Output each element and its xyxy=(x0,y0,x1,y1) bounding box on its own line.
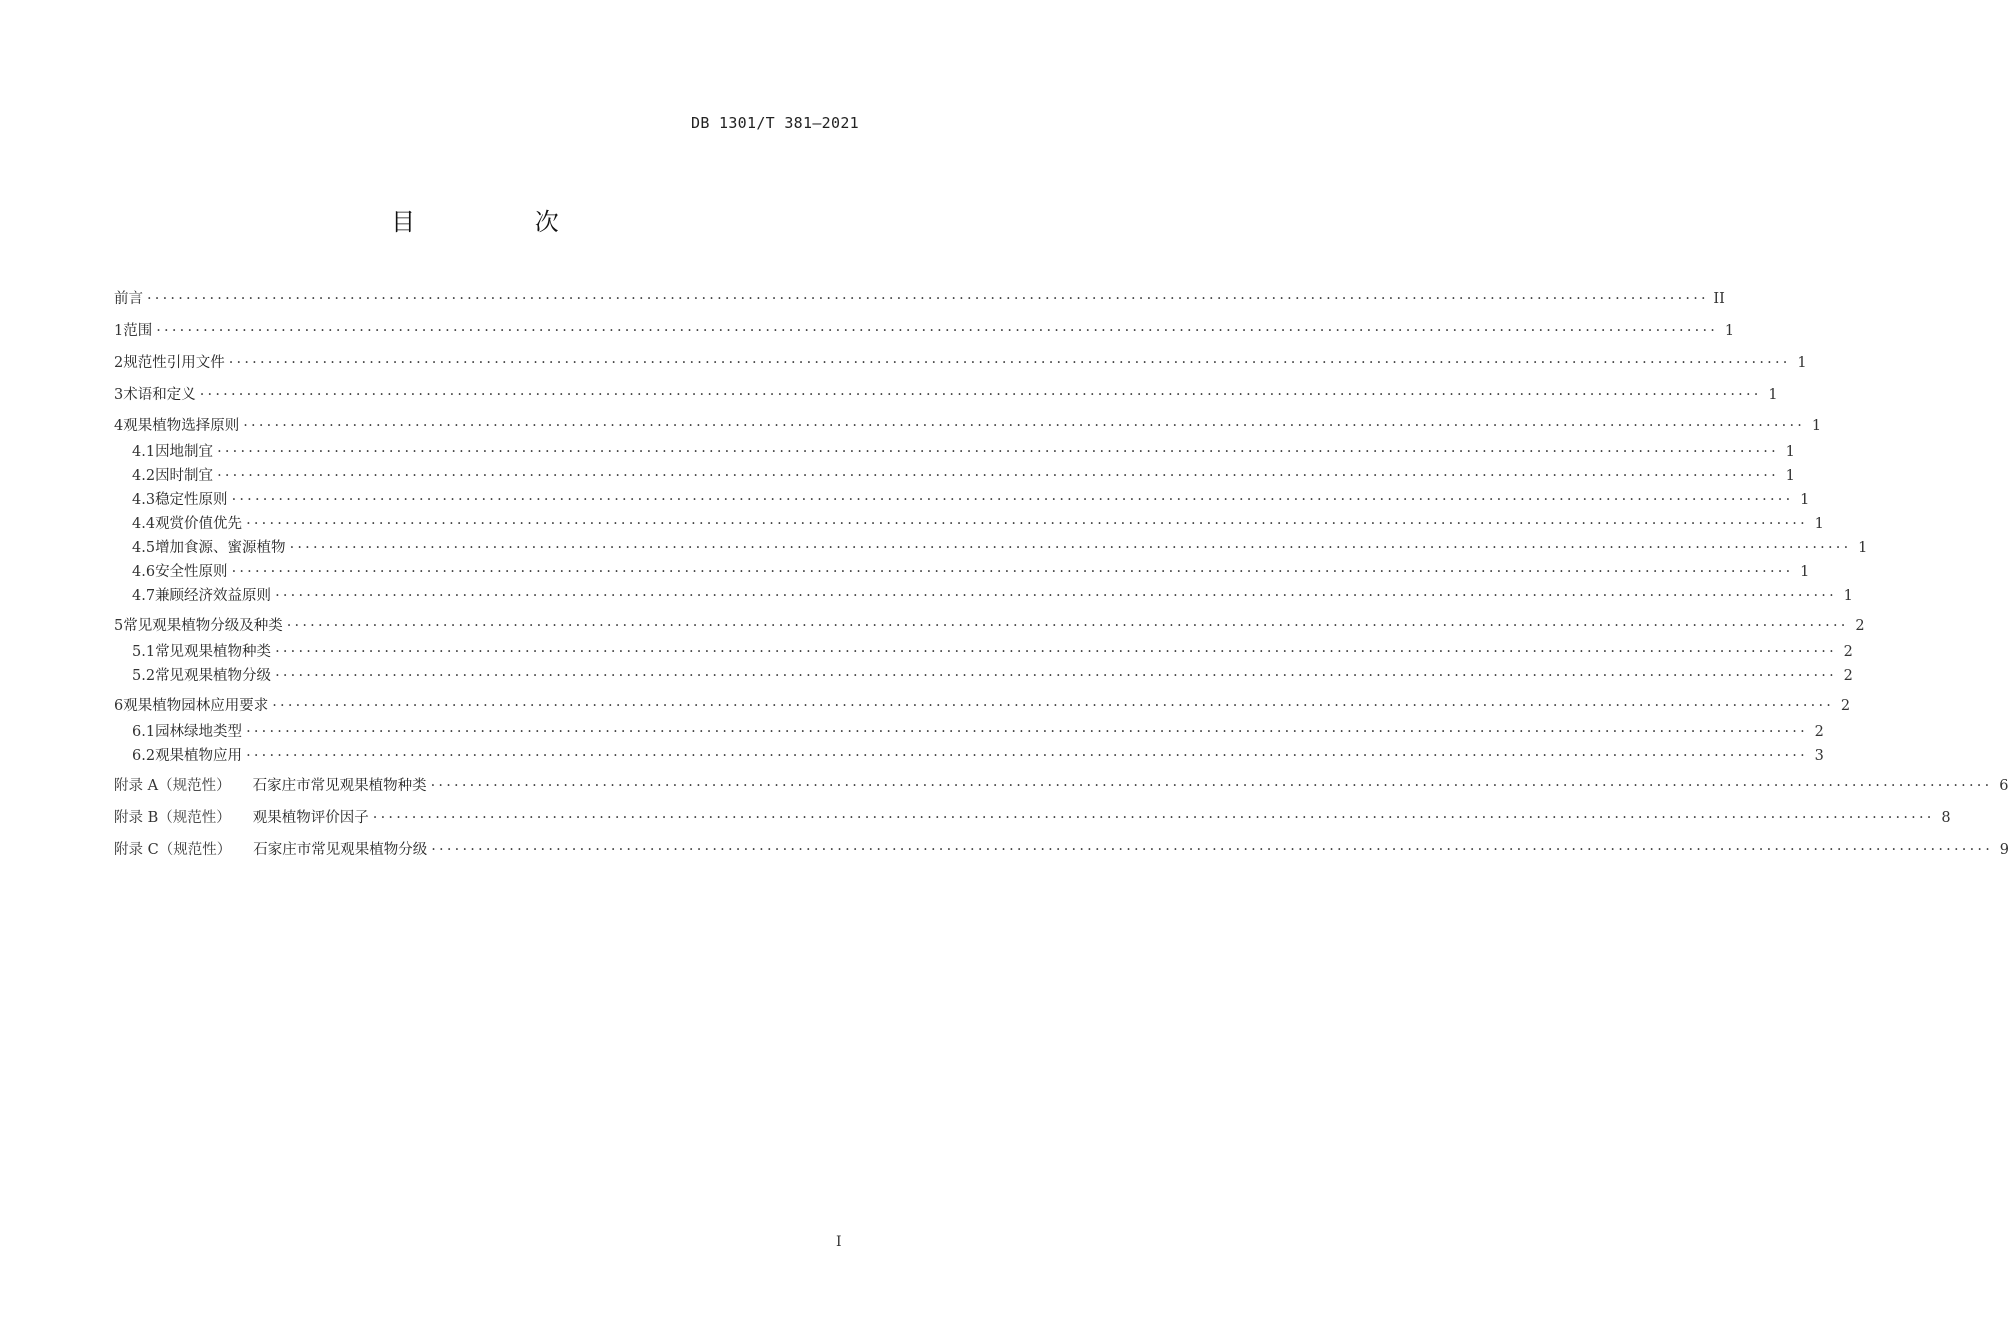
toc-section-number: 4.2 xyxy=(132,468,156,484)
toc-entry-3[interactable] xyxy=(114,384,1778,406)
toc-appendix-number: 附录 B（规范性） xyxy=(114,810,231,826)
toc-section-number: 4.3 xyxy=(132,492,156,508)
dot-leader: ········································································································································································································ xyxy=(275,588,1837,604)
toc-page-number: 1 xyxy=(1724,323,1735,339)
toc-section-number: 3 xyxy=(114,387,124,403)
toc-page-number: 1 xyxy=(1858,540,1868,556)
toc-label: 因时制宜 xyxy=(155,468,214,484)
toc-entry-4-4[interactable] xyxy=(132,513,1824,535)
toc-entry-5-1[interactable] xyxy=(132,641,1853,663)
toc-section-number: 4.6 xyxy=(132,564,156,580)
toc-section-number: 5 xyxy=(114,618,124,634)
dot-leader: ········································································································································································································ xyxy=(199,387,1762,403)
toc-page-number: 1 xyxy=(1811,418,1822,434)
toc-page-number: 1 xyxy=(1785,444,1795,460)
toc-label: 观果植物选择原则 xyxy=(123,418,240,434)
dot-leader: ········································································································································································································ xyxy=(228,355,1791,371)
toc-appendix-number: 附录 A（规范性） xyxy=(114,778,231,794)
toc-section-number: 5.1 xyxy=(132,644,156,660)
toc-entry-4-2[interactable] xyxy=(132,465,1795,487)
toc-section-number: 6 xyxy=(114,698,124,714)
toc-entry-appendix-c[interactable] xyxy=(114,839,2009,861)
dot-leader: ········································································································································································································ xyxy=(217,444,1779,460)
toc-label: 石家庄市常见观果植物种类 xyxy=(252,778,427,794)
dot-leader: ········································································································································································································ xyxy=(246,724,1808,740)
toc-section-number: 4 xyxy=(114,418,124,434)
toc-page-number: 2 xyxy=(1814,724,1824,740)
toc-entry-appendix-a[interactable] xyxy=(114,775,2009,797)
toc-section-number: 2 xyxy=(114,355,124,371)
toc-section-number: 6.2 xyxy=(132,748,156,764)
toc-label: 规范性引用文件 xyxy=(123,355,225,371)
toc-page-number: 2 xyxy=(1843,668,1853,684)
toc-page-number: 1 xyxy=(1814,516,1824,532)
toc-entry-4-1[interactable] xyxy=(132,441,1795,463)
toc-label: 增加食源、蜜源植物 xyxy=(155,540,286,556)
toc-label: 常见观果植物种类 xyxy=(155,644,272,660)
document-code: DB 1301/T 381—2021 xyxy=(691,114,859,132)
toc-label: 范围 xyxy=(123,323,153,339)
toc-entry-2[interactable] xyxy=(114,352,1807,374)
toc-entry-6-1[interactable] xyxy=(132,721,1824,743)
dot-leader: ········································································································································································································ xyxy=(272,698,1835,714)
dot-leader: ········································································································································································································ xyxy=(156,323,1719,339)
toc-label: 观果植物应用 xyxy=(155,748,243,764)
toc-section-number: 6.1 xyxy=(132,724,156,740)
toc-section-number: 4.5 xyxy=(132,540,156,556)
dot-leader: ········································································································································································································ xyxy=(275,644,1837,660)
toc-section-number: 4.4 xyxy=(132,516,156,532)
dot-leader: ········································································································································································································ xyxy=(372,810,1935,826)
toc-page-number: 1 xyxy=(1797,355,1807,371)
toc-entry-1[interactable] xyxy=(114,320,1735,342)
toc-label: 常见观果植物分级及种类 xyxy=(123,618,283,634)
dot-leader: ········································································································································································································ xyxy=(246,516,1808,532)
toc-entry-5[interactable] xyxy=(114,615,1865,637)
dot-leader: ········································································································································································································ xyxy=(217,468,1779,484)
toc-page-number: II xyxy=(1713,291,1725,307)
toc-title: 目 次 xyxy=(391,208,615,236)
toc-page-number: 3 xyxy=(1814,748,1824,764)
toc-page-number: 2 xyxy=(1855,618,1865,634)
toc-label: 安全性原则 xyxy=(155,564,228,580)
dot-leader: ········································································································································································································ xyxy=(289,540,1852,556)
toc-entry-4-5[interactable] xyxy=(132,537,1868,559)
toc-label: 观果植物园林应用要求 xyxy=(123,698,269,714)
toc-label: 兼顾经济效益原则 xyxy=(155,588,272,604)
toc-page-number: 1 xyxy=(1843,588,1853,604)
toc-label: 常见观果植物分级 xyxy=(155,668,272,684)
dot-leader: ········································································································································································································ xyxy=(275,668,1837,684)
toc-section-number: 4.1 xyxy=(132,444,156,460)
toc-entry-6-2[interactable] xyxy=(132,745,1824,767)
toc-label: 术语和定义 xyxy=(123,387,196,403)
toc-entry-4-3[interactable] xyxy=(132,489,1810,511)
dot-leader: ········································································································································································································ xyxy=(243,418,1806,434)
toc-page-number: 2 xyxy=(1840,698,1851,714)
dot-leader: ········································································································································································································ xyxy=(286,618,1849,634)
toc-section-number: 4.7 xyxy=(132,588,156,604)
toc-section-number: 5.2 xyxy=(132,668,156,684)
toc-label: 前言 xyxy=(114,291,143,307)
toc-label: 稳定性原则 xyxy=(155,492,228,508)
toc-entry-appendix-b[interactable] xyxy=(114,807,1951,829)
toc-page-number: 1 xyxy=(1785,468,1795,484)
toc-label: 园林绿地类型 xyxy=(155,724,243,740)
toc-entry-4-7[interactable] xyxy=(132,585,1853,607)
toc-label: 因地制宜 xyxy=(155,444,214,460)
toc-page-number: 1 xyxy=(1800,492,1810,508)
toc-page-number: 9 xyxy=(1999,842,2009,858)
toc-label: 观果植物评价因子 xyxy=(252,810,369,826)
toc-page-number: 8 xyxy=(1941,810,1951,826)
toc-entry-foreword[interactable] xyxy=(114,288,1725,310)
toc-page-number: 1 xyxy=(1768,387,1778,403)
toc-page-number: 6 xyxy=(1999,778,2009,794)
dot-leader: ········································································································································································································ xyxy=(231,564,1794,580)
toc-entry-4-6[interactable] xyxy=(132,561,1810,583)
toc-entry-5-2[interactable] xyxy=(132,665,1853,687)
toc-label: 石家庄市常见观果植物分级 xyxy=(253,842,428,858)
dot-leader: ········································································································································································································ xyxy=(430,778,1993,794)
dot-leader: ········································································································································································································ xyxy=(231,492,1794,508)
toc-section-number: 1 xyxy=(114,323,124,339)
dot-leader: ········································································································································································································ xyxy=(147,291,1709,307)
dot-leader: ········································································································································································································ xyxy=(246,748,1808,764)
toc-label: 观赏价值优先 xyxy=(155,516,243,532)
toc-page-number: 1 xyxy=(1800,564,1810,580)
toc-entry-6[interactable] xyxy=(114,695,1851,717)
page-number: I xyxy=(836,1234,842,1250)
toc-entry-4[interactable] xyxy=(114,415,1822,437)
dot-leader: ········································································································································································································ xyxy=(431,842,1994,858)
toc-page-number: 2 xyxy=(1843,644,1853,660)
toc-appendix-number: 附录 C（规范性） xyxy=(114,842,232,858)
